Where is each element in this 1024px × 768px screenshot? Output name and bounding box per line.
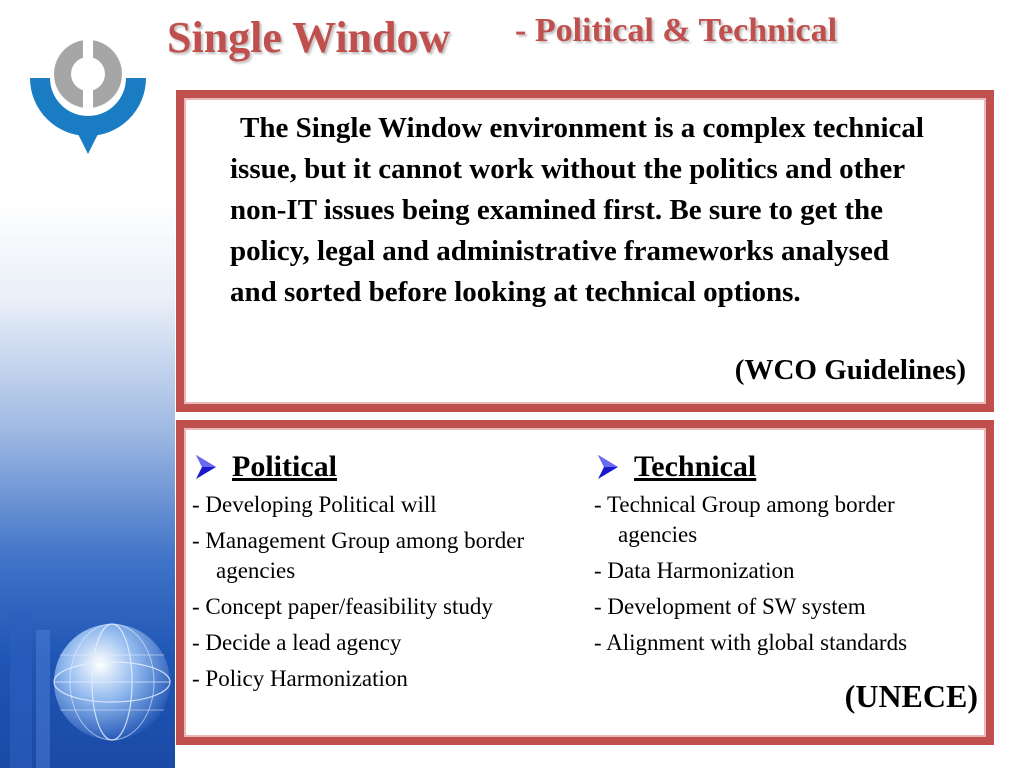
lists-source: (UNECE) xyxy=(844,678,978,714)
political-column xyxy=(192,450,582,700)
page-subtitle: - Political & Technical xyxy=(515,12,838,49)
technical-item: - Technical Group among border agencies xyxy=(594,492,895,547)
technical-item: - Data Harmonization xyxy=(594,558,795,583)
technical-heading-row xyxy=(594,450,974,484)
political-item: - Decide a lead agency xyxy=(192,630,402,655)
technical-item: - Alignment with global standards xyxy=(594,630,908,655)
arrow-bullet-icon xyxy=(192,452,220,482)
left-decorative-band xyxy=(0,0,175,768)
political-item: - Management Group among border agencies xyxy=(192,528,525,583)
globe-icon xyxy=(0,600,175,768)
political-heading: Political xyxy=(232,450,337,483)
political-technical-box xyxy=(176,420,994,745)
page-title: Single Window xyxy=(167,13,451,62)
technical-column xyxy=(594,450,974,664)
quote-box xyxy=(176,90,994,412)
political-item: - Developing Political will xyxy=(192,492,437,517)
political-heading-row xyxy=(192,450,582,484)
political-item: - Policy Harmonization xyxy=(192,666,408,691)
quote-text: The Single Window environment is a complex technical issue, but it cannot work without the politics and other non-IT issues being examined first. Be sure to get the policy, legal and administrative frameworks analysed and sorted before looking at technical options. xyxy=(230,112,924,308)
technical-heading: Technical xyxy=(634,450,757,483)
wco-logo-icon xyxy=(22,30,154,155)
quote-source: (WCO Guidelines) xyxy=(734,354,966,386)
arrow-bullet-icon xyxy=(594,452,622,482)
technical-item: - Development of SW system xyxy=(594,594,866,619)
political-item: - Concept paper/feasibility study xyxy=(192,594,493,619)
